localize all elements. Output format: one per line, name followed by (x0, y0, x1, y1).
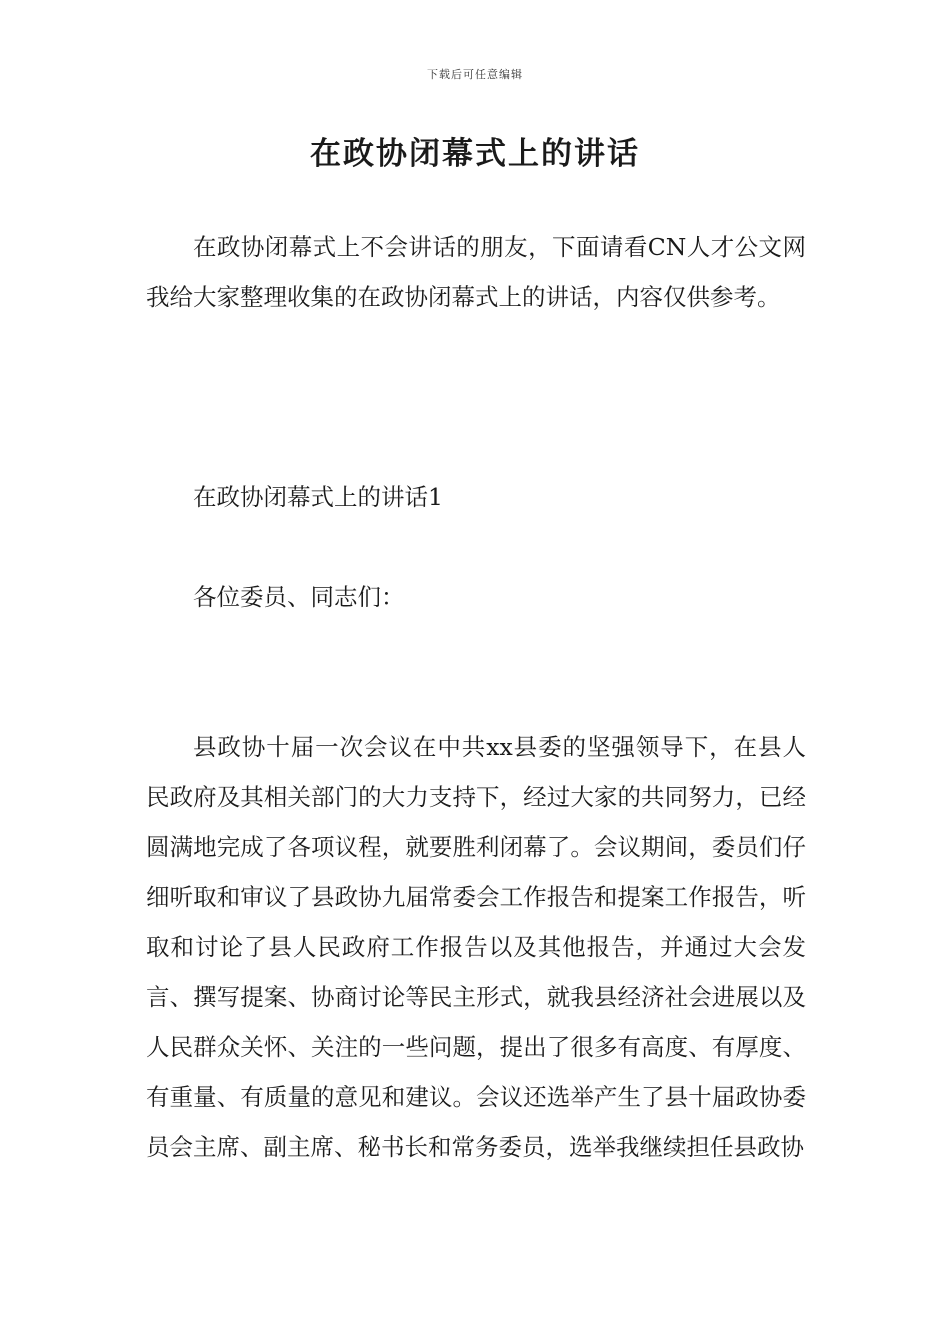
header-note: 下载后可任意编辑 (427, 68, 523, 81)
intro-paragraph: 在政协闭幕式上不会讲话的朋友，下面请看CN人才公文网我给大家整理收集的在政协闭幕式上的讲话，内容仅供参考。 (146, 233, 806, 311)
body-paragraph: 县政协十届一次会议在中共xx县委的坚强领导下，在县人民政府及其相关部门的大力支持下，经过大家的共同努力，已经圆满地完成了各项议程，就要胜利闭幕了。会议期间，委员们仔细听取和审议了县政协九届常委会工作报告和提案工作报告，听取和讨论了县人民政府工作报告以及其他报告，并通过大会发言、撰写提案、协商讨论等民主形式，就我县经济社会进展以及人民群众关怀、关注的一些问题，提出了很多有高度、有厚度、有重量、有质量的意见和建议。会议还选举产生了县十届政协委员会主席、副主席、秘书长和常务委员，选举我继续担任县政协 (146, 733, 806, 1161)
salutation: 各位委员、同志们： (193, 583, 405, 611)
section-title: 在政协闭幕式上的讲话1 (193, 483, 443, 511)
document-title: 在政协闭幕式上的讲话 (310, 136, 640, 172)
